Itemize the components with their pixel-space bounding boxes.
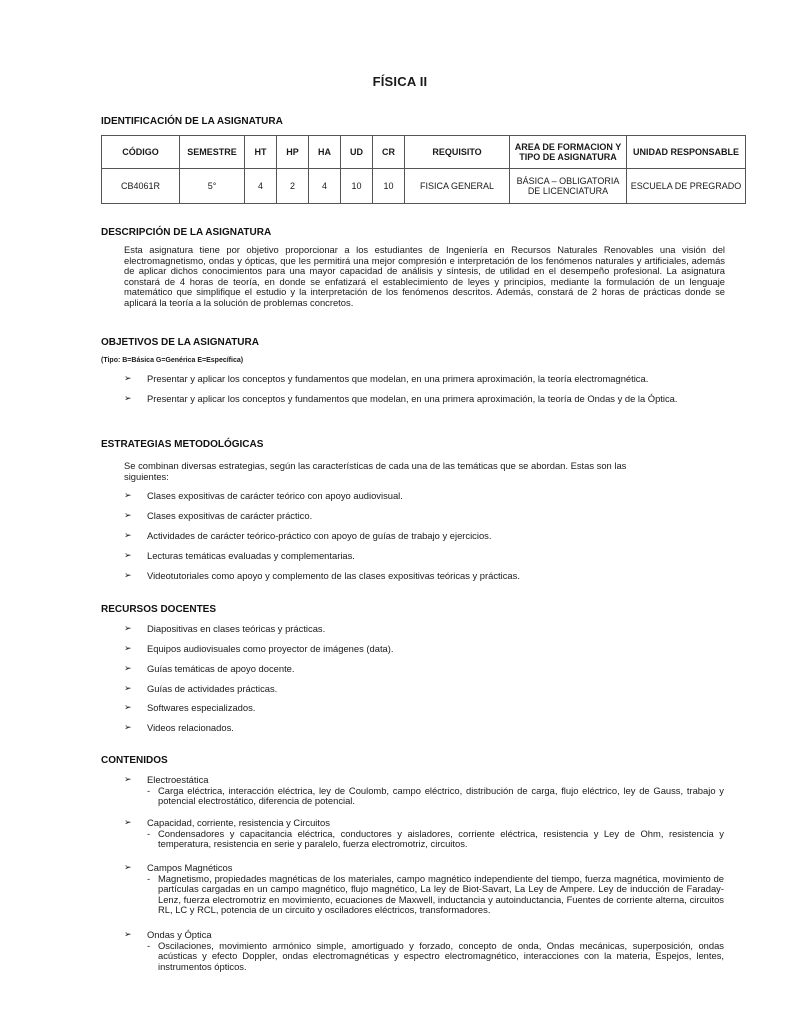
- list-item: ➢ Presentar y aplicar los conceptos y fundamentos que modelan, en una primera aproximación, la teoría electromagnética.: [124, 373, 649, 384]
- cell-unidad-responsable: ESCUELA DE PREGRADO: [627, 169, 746, 204]
- cell-codigo: CB4061R: [102, 169, 180, 204]
- contenido-detail: - Oscilaciones, movimiento armónico simple, amortiguado y forzado, concepto de onda, Ondas mecánicas, superposición, ondas acústicas y efecto Doppler, ondas electromagnéticas y espectro electromagnético, interacciones con la materia, Espejos, lentes, instrumentos ópticos.: [147, 939, 724, 972]
- contenido-title: Ondas y Óptica: [147, 929, 212, 940]
- section-heading-estrategias: ESTRATEGIAS METODOLÓGICAS: [101, 439, 264, 450]
- arrowhead-bullet-icon: ➢: [124, 723, 132, 733]
- contenido-item-electroestatica: [124, 775, 724, 807]
- arrowhead-bullet-icon: ➢: [124, 571, 132, 581]
- list-item: ➢ Presentar y aplicar los conceptos y fundamentos que modelan, en una primera aproximación, la teoría de Ondas y de la Óptica.: [124, 393, 678, 404]
- table-header-row: [102, 136, 746, 169]
- contenido-title: Capacidad, corriente, resistencia y Circuitos: [147, 817, 330, 828]
- contenido-title: Electroestática: [147, 774, 209, 785]
- list-item: ➢ Guías temáticas de apoyo docente.: [124, 663, 295, 674]
- cell-cr: 10: [373, 169, 405, 204]
- section-heading-contenidos: CONTENIDOS: [101, 755, 168, 766]
- descripcion-paragraph: Esta asignatura tiene por objetivo proporcionar a los estudiantes de Ingeniería en Recursos Naturales Renovables una visión del electromagnetismo, ondas y ópticas, que les permitirá una mejor compresión e interpretación de los fenómenos naturales y artificiales, además de aplicar dichos conocimientos para una mayor capacidad de análisis y síntesis, de utilidad en el desempeño profesional. La asignatura constará de 4 horas de teoría, en donde se enfatizará el establecimiento de leyes y principios, mediante la formulación de un lenguaje matemático que simplifique el estudio y la interpretación de los fenómenos descritos. Además, constará de 2 horas de prácticas donde se aplicará la teoría a la solución de problemas concretos.: [124, 244, 725, 308]
- contenido-title: Campos Magnéticos: [147, 862, 233, 873]
- cell-ud: 10: [341, 169, 373, 204]
- contenido-item-campos-magneticos: [124, 863, 724, 916]
- cell-ht: 4: [245, 169, 277, 204]
- arrowhead-bullet-icon: ➢: [124, 930, 132, 940]
- table-row: [102, 169, 746, 204]
- cell-ha: 4: [309, 169, 341, 204]
- course-info-table: [101, 135, 746, 204]
- header-unidad-responsable: UNIDAD RESPONSABLE: [627, 136, 746, 169]
- dash-bullet-icon: -: [147, 872, 151, 884]
- list-item: ➢ Actividades de carácter teórico-práctico con apoyo de guías de trabajo y ejercicios.: [124, 530, 492, 541]
- list-item: ➢ Clases expositivas de carácter teórico con apoyo audiovisual.: [124, 490, 403, 501]
- arrowhead-bullet-icon: ➢: [124, 374, 132, 384]
- arrowhead-bullet-icon: ➢: [124, 394, 132, 404]
- section-heading-recursos: RECURSOS DOCENTES: [101, 604, 217, 615]
- list-item: ➢ Equipos audiovisuales como proyector de imágenes (data).: [124, 643, 394, 654]
- header-codigo: CÓDIGO: [102, 136, 180, 169]
- header-hp: HP: [277, 136, 309, 169]
- contenido-item-ondas-optica: [124, 930, 724, 972]
- arrowhead-bullet-icon: ➢: [124, 818, 132, 828]
- arrowhead-bullet-icon: ➢: [124, 684, 132, 694]
- arrowhead-bullet-icon: ➢: [124, 644, 132, 654]
- list-item: ➢ Videos relacionados.: [124, 722, 234, 733]
- page-title: FÍSICA II: [372, 74, 428, 89]
- header-ht: HT: [245, 136, 277, 169]
- cell-hp: 2: [277, 169, 309, 204]
- list-item: ➢ Lecturas temáticas evaluadas y complementarias.: [124, 550, 355, 561]
- cell-semestre: 5°: [180, 169, 245, 204]
- section-heading-descripcion: DESCRIPCIÓN DE LA ASIGNATURA: [101, 227, 272, 238]
- list-item: ➢ Diapositivas en clases teóricas y prácticas.: [124, 623, 326, 634]
- header-semestre: SEMESTRE: [180, 136, 245, 169]
- cell-requisito: FISICA GENERAL: [405, 169, 510, 204]
- arrowhead-bullet-icon: ➢: [124, 863, 132, 873]
- tipo-legend-note: (Tipo: B=Básica G=Genérica E=Específica): [101, 357, 244, 364]
- contenido-item-circuitos: [124, 818, 724, 850]
- section-heading-identificacion: IDENTIFICACIÓN DE LA ASIGNATURA: [101, 116, 283, 127]
- arrowhead-bullet-icon: ➢: [124, 775, 132, 785]
- dash-bullet-icon: -: [147, 939, 151, 951]
- header-ha: HA: [309, 136, 341, 169]
- list-item: ➢ Guías de actividades prácticas.: [124, 683, 278, 694]
- arrowhead-bullet-icon: ➢: [124, 624, 132, 634]
- header-area-formacion: AREA DE FORMACION Y TIPO DE ASIGNATURA: [510, 136, 627, 169]
- contenido-detail: - Carga eléctrica, interacción eléctrica, ley de Coulomb, campo eléctrico, distribución de carga, flujo eléctrico, ley de Gauss, trabajo y potencial electrostático, diferencia de potencial.: [147, 784, 724, 807]
- header-cr: CR: [373, 136, 405, 169]
- arrowhead-bullet-icon: ➢: [124, 511, 132, 521]
- arrowhead-bullet-icon: ➢: [124, 703, 132, 713]
- cell-area-formacion: BÁSICA – OBLIGATORIA DE LICENCIATURA: [510, 169, 627, 204]
- section-heading-objetivos: OBJETIVOS DE LA ASIGNATURA: [101, 337, 259, 348]
- list-item: ➢ Videotutoriales como apoyo y complemento de las clases expositivas teóricas y prácticas.: [124, 570, 520, 581]
- contenido-detail: - Magnetismo, propiedades magnéticas de los materiales, campo magnético independiente del tiempo, fuerza magnética, movimiento de partículas cargadas en un campo magnético, flujo magnético, La ley de Biot-Savart, La Ley de Ampere. Ley de inducción de Faraday-Lenz, fuerza electromotriz en movimiento, ecuaciones de Maxwell, inductancia y autoinductancia, Fuentes de corriente alterna, circuitos RL, LC y RCL, potencia de un circuito y osciladores eléctricos, transformadores.: [147, 872, 724, 916]
- arrowhead-bullet-icon: ➢: [124, 491, 132, 501]
- estrategias-intro: Se combinan diversas estrategias, según las características de cada una de las temáticas que se abordan. Estas son las siguientes:: [124, 460, 627, 482]
- dash-bullet-icon: -: [147, 784, 151, 796]
- dash-bullet-icon: -: [147, 827, 151, 839]
- list-item: ➢ Softwares especializados.: [124, 702, 256, 713]
- arrowhead-bullet-icon: ➢: [124, 551, 132, 561]
- contenido-detail: - Condensadores y capacitancia eléctrica, conductores y aisladores, corriente eléctrica, resistencia y Ley de Ohm, resistencia y temperatura, resistencia en serie y paralelo, fuerza electromotriz, circuitos.: [147, 827, 724, 850]
- arrowhead-bullet-icon: ➢: [124, 664, 132, 674]
- arrowhead-bullet-icon: ➢: [124, 531, 132, 541]
- header-requisito: REQUISITO: [405, 136, 510, 169]
- header-ud: UD: [341, 136, 373, 169]
- list-item: ➢ Clases expositivas de carácter práctico.: [124, 510, 313, 521]
